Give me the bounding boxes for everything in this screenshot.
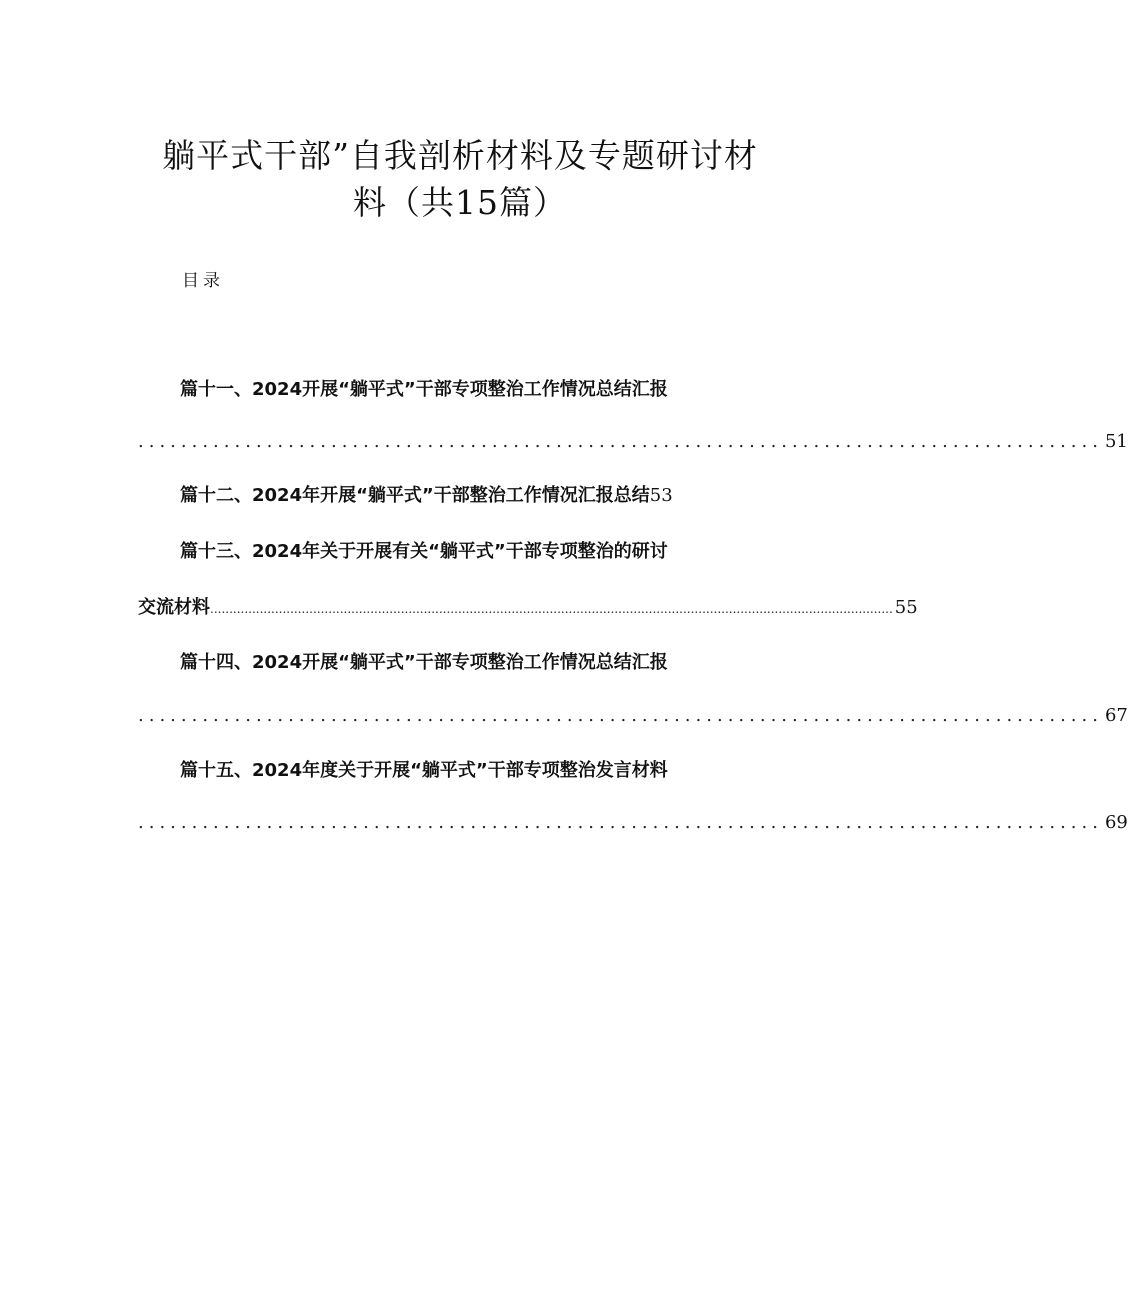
toc-entry-11-title[interactable]: 篇十一、2024开展“躺平式”干部专项整治工作情况总结汇报: [180, 379, 668, 400]
toc-entry-11-leader: [138, 430, 1128, 454]
toc-entry-13-continuation[interactable]: 交流材料: [138, 597, 210, 618]
toc-entry-11-page[interactable]: 51: [1104, 431, 1128, 452]
toc-entry-14-page[interactable]: 67: [1104, 705, 1128, 726]
dot-leader: ..........................................................................................: [138, 812, 1103, 833]
toc-entry-12-title: 篇十二、2024年开展“躺平式”干部整治工作情况汇报总结: [180, 485, 650, 506]
dot-leader: ...................................................................................................................................................................................: [210, 602, 893, 616]
toc-entry-12[interactable]: [180, 484, 673, 508]
document-title-line-2: 料（共15篇）: [353, 183, 567, 222]
document-title-line-1: 躺平式干部”自我剖析材料及专题研讨材: [162, 136, 758, 175]
toc-entry-14-title[interactable]: 篇十四、2024开展“躺平式”干部专项整治工作情况总结汇报: [180, 652, 668, 673]
toc-entry-14-leader: [138, 704, 1128, 728]
dot-leader: ..........................................................................................: [138, 431, 1103, 452]
toc-entry-15-page[interactable]: 69: [1104, 812, 1128, 833]
toc-entry-13-leader: [138, 596, 918, 621]
toc-entry-12-page: 53: [649, 485, 673, 506]
toc-entry-13-page[interactable]: 55: [894, 597, 918, 618]
toc-entry-15-leader: [138, 811, 1128, 835]
toc-entry-15-title[interactable]: 篇十五、2024年度关于开展“躺平式”干部专项整治发言材料: [180, 760, 668, 781]
toc-entry-13-title[interactable]: 篇十三、2024年关于开展有关“躺平式”干部专项整治的研讨: [180, 541, 668, 562]
toc-heading: 目录: [182, 271, 224, 291]
dot-leader: ..........................................................................................: [138, 705, 1103, 726]
